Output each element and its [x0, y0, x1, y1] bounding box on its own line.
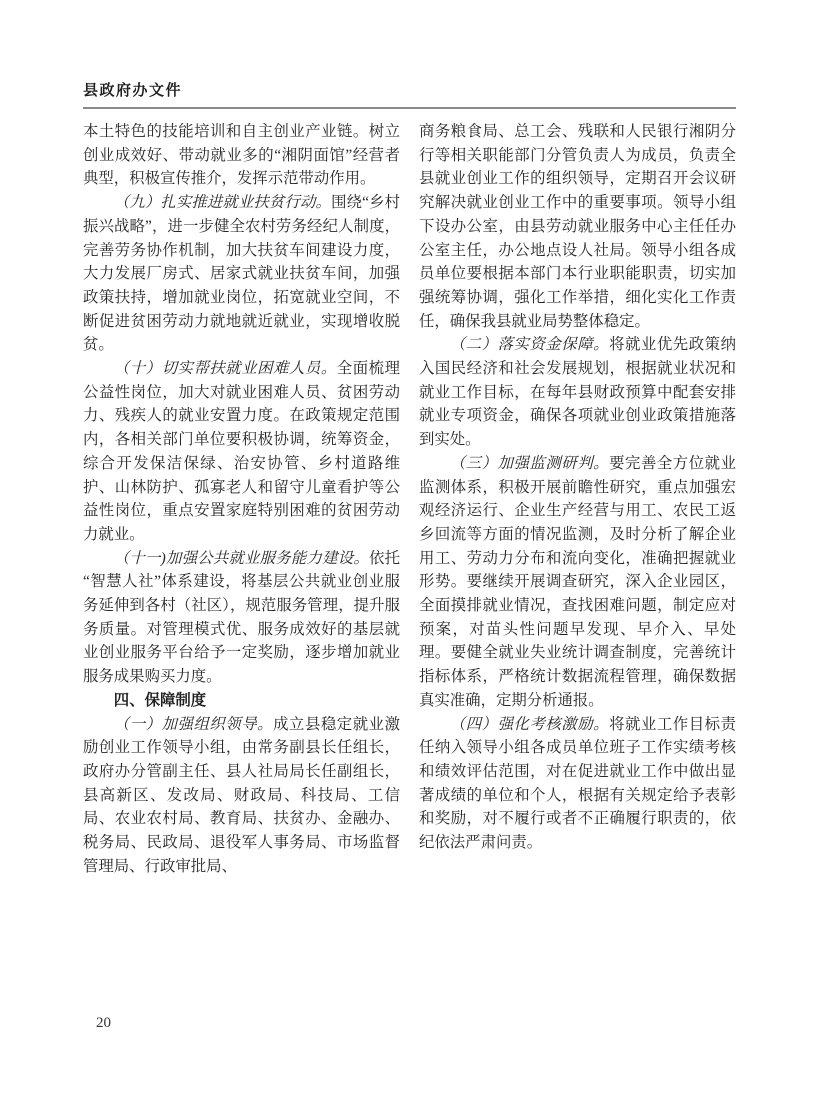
document-body: [83, 120, 736, 879]
paragraph-text: 成立县稳定就业激励创业工作领导小组，由常务副县长任组长，政府办分管副主任、县人社局局长任副组长，县高新区、发改局、财政局、科技局、工信局、农业农村局、教育局、扶贫办、金融办、税务局、民政局、退役军人事务局、市场监督管理局、行政审批局、: [83, 715, 400, 875]
paragraph-item-1: [83, 713, 400, 879]
paragraph-item-4: [419, 713, 736, 855]
paragraph-item-2: [419, 333, 736, 452]
paragraph-item-10: [83, 357, 400, 547]
left-column: [83, 120, 400, 879]
paragraph-text: 要完善全方位就业监测体系，积极开展前瞻性研究，重点加强宏观经济运行、企业生产经营与用工、农民工返乡回流等方面的情况监测，及时分析了解企业用工、劳动力分布和流向变化，准确把握就业形势。要继续开展调查研究，深入企业园区，全面摸排就业情况，查找困难问题，制定应对预案，对苗头性问题早发现、早介入、早处理。要健全就业失业统计调查制度，完善统计指标体系，严格统计数据流程管理，确保数据真实准确，定期分析通报。: [419, 454, 736, 709]
paragraph-lead: （一）加强组织领导。: [113, 715, 274, 733]
paragraph-lead: （十）切实帮扶就业困难人员。: [113, 360, 337, 378]
paragraph-text: 全面梳理公益性岗位，加大对就业困难人员、贫困劳动力、残疾人的就业安置力度。在政策规定范围内，各相关部门单位要积极协调，统筹资金，综合开发保洁保绿、治安协管、乡村道路维护、山林防护、孤寡老人和留守儿童看护等公益性岗位，重点安置家庭特别困难的贫困劳动力就业。: [83, 360, 400, 543]
section-heading: 四、保障制度: [113, 691, 207, 709]
paragraph-text: 商务粮食局、总工会、残联和人民银行湘阴分行等相关职能部门分管负责人为成员，负责全县就业创业工作的组织领导，定期召开会议研究解决就业创业工作中的重要事项。领导小组下设办公室，由县劳动就业服务中心主任任办公室主任，办公地点设人社局。领导小组各成员单位要根据本部门本行业职能职责，切实加强统筹协调，强化工作举措，细化实化工作责任，确保我县就业局势整体稳定。: [419, 123, 736, 330]
paragraph-continuation: [419, 120, 736, 333]
header-title: 县政府办文件: [83, 82, 183, 99]
right-column: [419, 120, 736, 879]
paragraph-text: 本土特色的技能培训和自主创业产业链。树立创业成效好、带动就业多的“湘阴面馆”经营者典型，积极宣传推介，发挥示范带动作用。: [83, 123, 400, 188]
paragraph-lead: （九）扎实推进就业扶贫行动。: [113, 194, 332, 212]
paragraph-lead: （四）强化考核激励。: [449, 715, 610, 733]
paragraph-text: 依托“智慧人社”体系建设，将基层公共就业创业服务延伸到各村（社区），规范服务管理，提升服务质量。对管理模式优、服务成效好的基层就业创业服务平台给予一定奖励，逐步增加就业服务成果购买力度。: [83, 549, 400, 686]
paragraph-item-11: [83, 547, 400, 689]
paragraph-lead: （十一)加强公共就业服务能力建设。: [113, 549, 369, 567]
paragraph-item-9: [83, 191, 400, 357]
paragraph-continuation: [83, 120, 400, 191]
document-header: [83, 79, 736, 109]
paragraph-text: 将就业优先政策纳入国民经济和社会发展规划，根据就业状况和就业工作目标，在每年县财政预算中配套安排就业专项资金，确保各项就业创业政策措施落到实处。: [419, 336, 736, 449]
document-footer: [96, 1014, 111, 1032]
paragraph-lead: （二）落实资金保障。: [449, 336, 610, 354]
paragraph-lead: （三）加强监测研判。: [449, 454, 610, 472]
header-rule: [83, 107, 736, 109]
paragraph-text: 将就业工作目标责任纳入领导小组各成员单位班子工作实绩考核和绩效评估范围，对在促进就业工作中做出显著成绩的单位和个人，根据有关规定给予表彰和奖励，对不履行或者不正确履行职责的，依纪依法严肃问责。: [419, 715, 736, 852]
paragraph-item-3: [419, 452, 736, 713]
page-number: 20: [96, 1015, 111, 1031]
paragraph-text: 围绕“乡村振兴战略”，进一步健全农村劳务经纪人制度，完善劳务协作机制，加大扶贫车间建设力度，大力发展厂房式、居家式就业扶贫车间，加强政策扶持，增加就业岗位，拓宽就业空间，不断促进贫困劳动力就地就近就业，实现增收脱贫。: [83, 194, 400, 354]
